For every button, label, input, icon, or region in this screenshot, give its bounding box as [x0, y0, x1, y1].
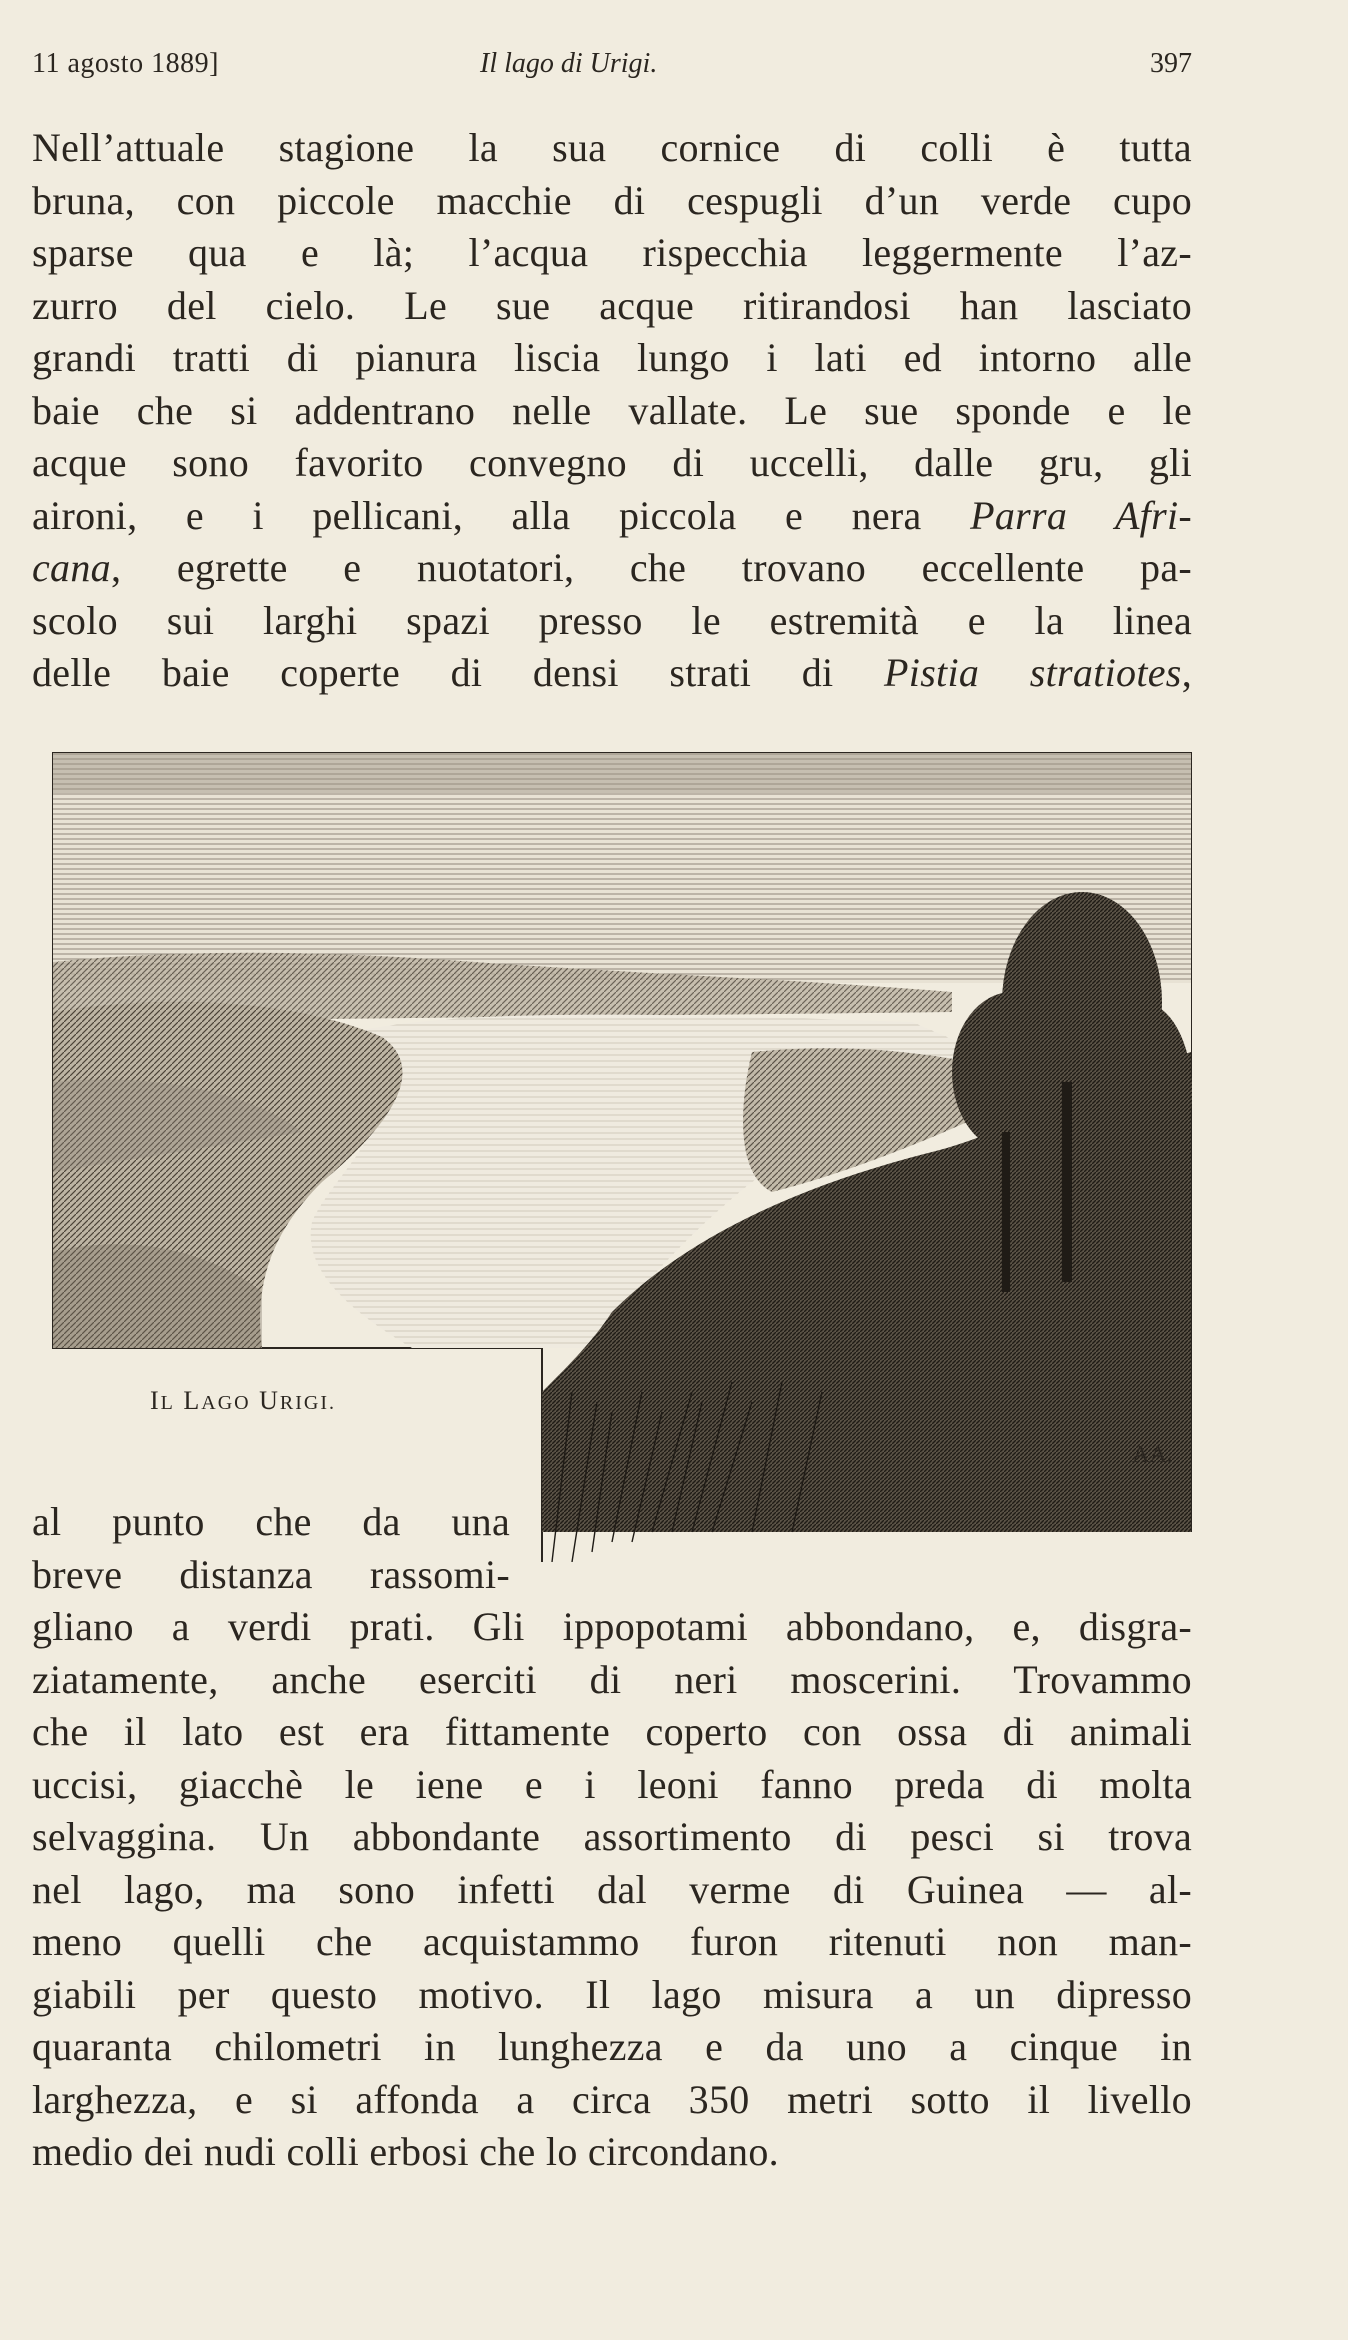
- figure-caption: [150, 1386, 336, 1416]
- running-header: [32, 48, 1192, 88]
- text-fragment: ,: [1181, 650, 1192, 695]
- header-title: Il lago di Urigi.: [480, 48, 658, 79]
- caption-initial: U: [259, 1386, 280, 1415]
- text-line: zurro del cielo. Le sue acque ritirandosi han lasciato: [32, 282, 1192, 328]
- italic-species-name: Pistia stratiotes: [884, 650, 1182, 695]
- text-line: [32, 542, 1192, 595]
- text-line: selvaggina. Un abbondante assortimento di pesci si trova: [32, 1814, 1192, 1859]
- italic-species-name: cana: [32, 545, 111, 590]
- text-line: grandi tratti di pianura liscia lungo i lati ed intorno alle: [32, 335, 1192, 380]
- text-line: nel lago, ma sono infetti dal verme di Guinea — al-: [32, 1866, 1192, 1912]
- caption-smallcap: RIGI.: [279, 1392, 337, 1414]
- text-fragment: delle baie coperte di densi strati di: [32, 650, 885, 695]
- text-line: [32, 647, 1192, 700]
- page-number: 397: [1150, 48, 1192, 79]
- paragraph-bottom: [32, 1601, 1192, 2179]
- text-line: giabili per questo motivo. Il lago misura a un dipresso: [32, 1971, 1192, 2017]
- text-line: uccisi, giacchè le iene e i leoni fanno preda di molta: [32, 1761, 1192, 1807]
- text-line: quaranta chilometri in lunghezza e da uno a cinque in: [32, 2024, 1192, 2069]
- caption-smallcap: AGO: [201, 1392, 251, 1414]
- artist-signature: AA.: [1132, 1442, 1173, 1468]
- text-line: breve distanza rassomi-: [32, 1551, 510, 1597]
- text-line: Nell’attuale stagione la sua cornice di colli è tutta: [32, 125, 1192, 170]
- text-line: gliano a verdi prati. Gli ippopotami abbondano, e, disgra-: [32, 1604, 1192, 1649]
- text-fragment: , egrette e nuotatori, che trovano eccellente pa-: [110, 545, 1192, 590]
- lake-engraving-illustration: [52, 752, 1192, 1562]
- paragraph-top: [32, 122, 1192, 700]
- text-line: sparse qua e là; l’acqua rispecchia leggermente l’az-: [32, 230, 1192, 275]
- text-line: bruna, con piccole macchie di cespugli d’un verde cupo: [32, 177, 1192, 223]
- text-line: al punto che da una: [32, 1499, 510, 1544]
- text-fragment: aironi, e i pellicani, alla piccola e nera: [32, 492, 971, 538]
- text-line: che il lato est era fittamente coperto con ossa di animali: [32, 1709, 1192, 1754]
- caption-smallcap: L: [160, 1392, 175, 1414]
- caption-initial: L: [183, 1386, 202, 1415]
- caption-initial: I: [150, 1386, 161, 1415]
- text-line: scolo sui larghi spazi presso le estremità e la linea: [32, 597, 1192, 643]
- text-line: medio dei nudi colli erbosi che lo circondano.: [32, 2129, 779, 2174]
- text-line: larghezza, e si affonda a circa 350 metri sotto il livello: [32, 2076, 1192, 2122]
- lake-engraving-figure: [52, 752, 1192, 1562]
- paragraph-beside-figure: [32, 1496, 510, 1601]
- text-line: baie che si addentrano nelle vallate. Le sue sponde e le: [32, 387, 1192, 433]
- italic-species-name: Parra Afri-: [970, 492, 1192, 538]
- text-line: [32, 490, 1192, 543]
- text-line: ziatamente, anche eserciti di neri moscerini. Trovammo: [32, 1656, 1192, 1702]
- header-date: 11 agosto 1889]: [32, 48, 219, 79]
- text-line: meno quelli che acquistammo furon ritenuti non man-: [32, 1919, 1192, 1964]
- text-line: acque sono favorito convegno di uccelli, dalle gru, gli: [32, 440, 1192, 485]
